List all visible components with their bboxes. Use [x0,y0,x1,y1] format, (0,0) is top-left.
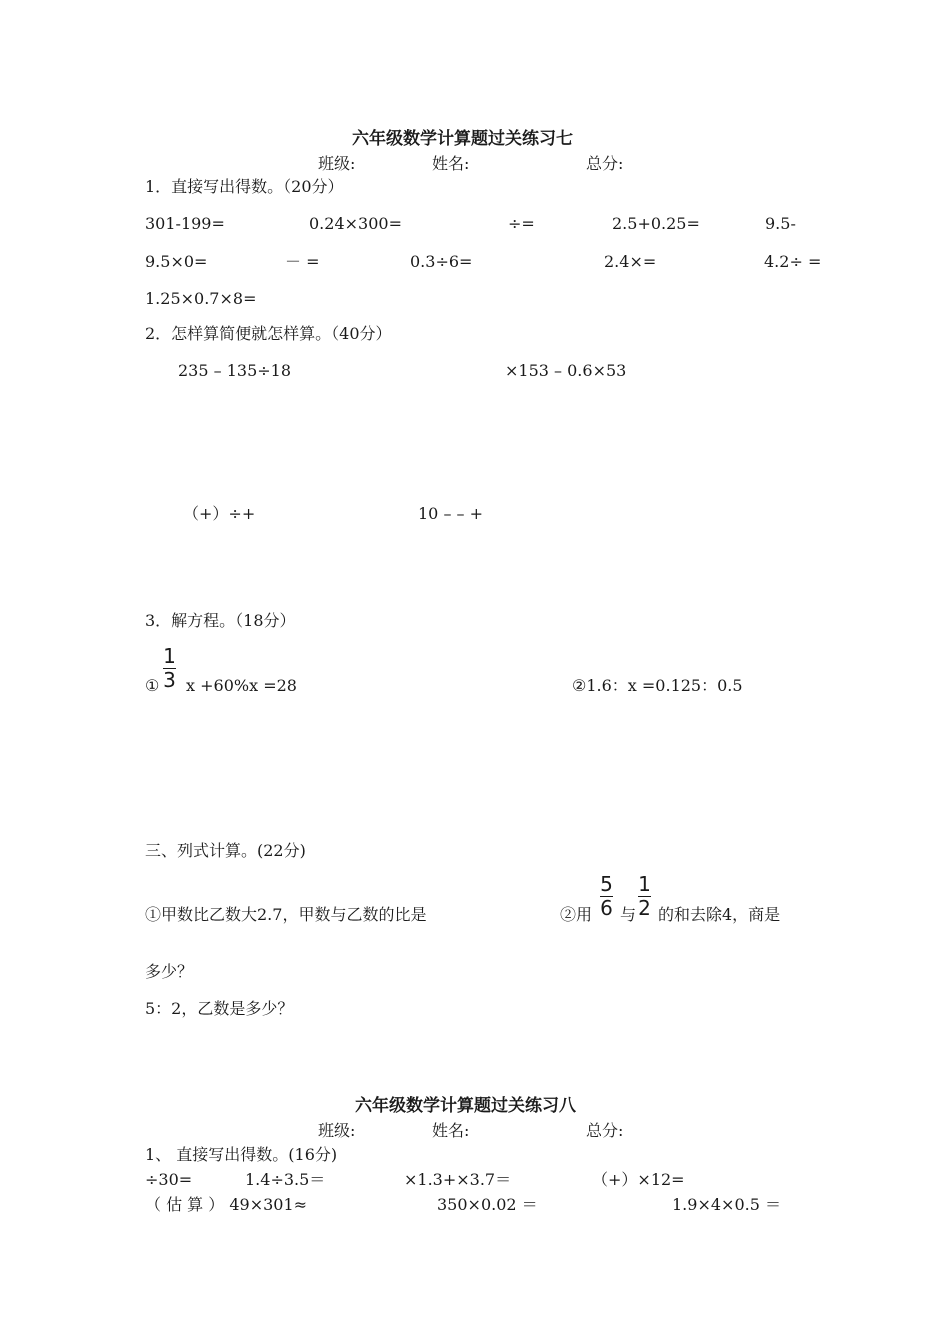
calc-item: ÷30= [145,1170,193,1189]
word-problem-text: 5：2，乙数是多少？ [145,999,294,1018]
word-problem-text: 与 [620,905,637,924]
calc-item: 4.2÷ = [764,252,822,271]
word-problem-text: ②用 [560,905,593,924]
calc-item: 0.24×300= [309,214,402,233]
calc-item: 2.4×= [604,252,657,271]
calc-item: （+）×12= [592,1170,685,1189]
question-heading: 1．直接写出得数。（20分） [145,177,344,196]
page-title: 六年级数学计算题过关练习七 [352,129,573,149]
calc-item: 9.5- [765,214,796,233]
fraction-numerator: 1 [638,872,651,896]
fraction [638,874,651,918]
simplify-item: ×153 – 0.6×53 [505,361,627,380]
calc-item: 301-199= [145,214,225,233]
fraction [163,646,176,690]
simplify-item: 10 – – + [418,504,484,523]
calc-item: － = [285,252,320,271]
fraction-denominator: 2 [638,896,651,920]
calc-item: 2.5+0.25= [612,214,700,233]
equation-item: ②1.6：x =0.125：0.5 [572,676,743,695]
simplify-item: 235 – 135÷18 [178,361,292,380]
calc-item: ÷= [508,214,535,233]
word-problem-text: 的和去除4，商是 [658,905,781,924]
fraction-denominator: 6 [600,896,613,920]
fraction-denominator: 3 [163,668,176,692]
equation-marker: ① [145,676,160,695]
calc-item: 0.3÷6= [410,252,473,271]
name-label: 姓名: [432,154,470,173]
question-heading: 2．怎样算简便就怎样算。（40分） [145,324,392,343]
calc-item: 1.9×4×0.5 ＝ [672,1195,781,1214]
calc-item: 1.4÷3.5＝ [245,1170,326,1189]
calc-item: 1.25×0.7×8= [145,289,257,308]
calc-item: ×1.3+×3.7＝ [404,1170,512,1189]
fraction [600,874,613,918]
question-heading: 三、列式计算。(22分) [145,841,306,860]
score-label: 总分: [586,1121,624,1140]
name-label: 姓名: [432,1121,470,1140]
score-label: 总分: [586,154,624,173]
equation-item: x +60%x =28 [186,676,297,695]
question-heading: 3．解方程。（18分） [145,611,296,630]
class-label: 班级: [318,1121,356,1140]
question-heading: 1、 直接写出得数。(16分) [145,1145,338,1164]
word-problem-text: ①甲数比乙数大2.7，甲数与乙数的比是 [145,905,427,924]
page-title: 六年级数学计算题过关练习八 [355,1096,576,1116]
simplify-item: （+）÷+ [183,504,256,523]
fraction-numerator: 1 [163,644,176,668]
calc-item: 350×0.02 ＝ [437,1195,538,1214]
calc-item: （ 估 算 ） 49×301≈ [145,1195,308,1214]
class-label: 班级: [318,154,356,173]
word-problem-text: 多少？ [145,962,194,981]
fraction-numerator: 5 [600,872,613,896]
calc-item: 9.5×0= [145,252,208,271]
